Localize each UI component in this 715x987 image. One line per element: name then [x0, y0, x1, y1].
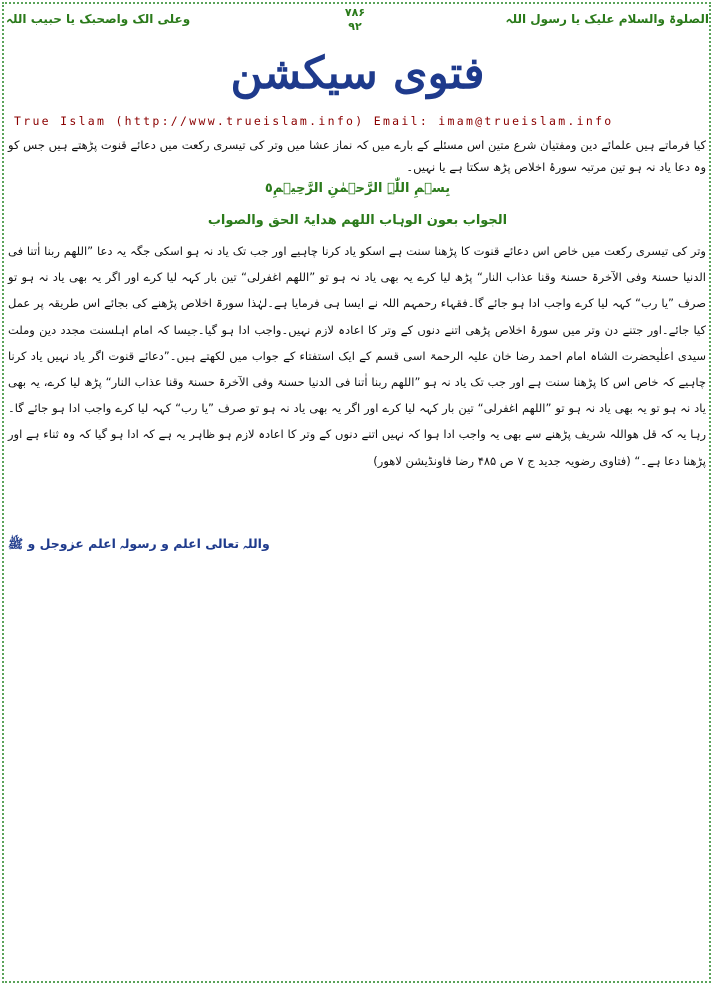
answer-text: وتر کی تیسری رکعت میں خاص اس دعائے قنوت کا پڑھنا سنت ہے اسکو یاد کرنا چاہیے اور جب تک یاد نہ ہو اسکی جگہ یہ دعا ”اللھم ربنا اٰتنا فی الدنیا حسنۃ وفی الآخرۃ حسنۃ وقنا عذاب النار“ پڑھ لیا کرے یہ بھی یاد نہ ہو تو ”اللھم اغفرلی“ تین بار کہہ لیا کرے اور اگر یہ بھی یاد نہ ہو تو صرف ”یا رب“ کہہ لیا کرے واجب ادا ہو جائے گا۔فقہاء رحمہم اللہ نے ایسا ہی فرمایا ہے۔لہٰذا سورۃ اخلاص پڑھنے کی بجائے اس طریقہ پر عمل کیا جائے۔اور جتنے دن وتر میں سورۂ اخلاص پڑھی اتنے دنوں کے وتر کا اعادہ لازم نہیں۔واجب ادا ہو گیا۔جیسا کہ امام اہلسنت مجدد دین وملت سیدی اعلٰیحضرت الشاہ امام احمد رضا خان علیہ الرحمۃ اسی قسم کے ایک استفتاء کے جواب میں لکھتے ہیں۔”دعائے قنوت اگر یاد نہیں یاد کرنا چاہیے کہ خاص اس کا پڑھنا سنت ہے اور جب تک یاد نہ ہو ”اللھم ربنا اٰتنا فی الدنیا حسنۃ وفی الآخرۃ حسنۃ وقنا عذاب النار“ پڑھ لیا کرے، یہ بھی یاد نہ ہو تو یہ بھی یاد نہ ہو تو ”اللھم اغفرلی“ تین بار کہہ لیا کرے اور اگر یہ بھی یاد نہ ہو تو صرف ”یا رب“ کہہ لیا کرے واجب ادا ہو جائے گا۔رہا یہ کہ قل ھواللہ شریف پڑھنے سے بھی یہ واجب ادا ہوا کہ نہیں اتنے دنوں کے وتر کا اعادہ لازم ہو ظاہر یہ ہے کہ ادا ہو گیا کہ وہ ثناء ہے اور پڑھنا دعا ہے۔“ (فتاوی رضویہ جدید ج ۷ ص ۴۸۵ رضا فاونڈیشن لاھور)	[8, 244, 706, 468]
reference-number	[330, 6, 380, 34]
closing-phrase: واللہ تعالی اعلم و رسولہ اعلم عزوجل و ﷺ	[8, 536, 270, 551]
answer-heading: الجواب بعون الوہاب اللھم ھدایۃ الحق والصواب	[207, 213, 508, 228]
question-text: کیا فرماتے ہیں علمائے دین ومفتیان شرع متین اس مسئلے کے بارے میں کہ نماز عشا میں وتر کی تیسری رکعت میں دعائے قنوت پڑھتے ہیں جس کو وہ دعا یاد نہ ہو تین مرتبہ سورۂ اخلاص پڑھ سکتا ہے یا نہیں۔	[8, 138, 706, 174]
salutation-left: وعلی الک واصحبک یا حبیب اللہ	[6, 12, 191, 26]
contact-line: True Islam (http://www.trueislam.info) Email: imam@trueislam.info	[14, 114, 614, 128]
reference-line-2: ۹۲	[348, 20, 362, 33]
bismillah: بِسۡمِ اللّٰہِ الرَّحۡمٰنِ الرَّحِیۡمِ٥	[264, 181, 451, 196]
reference-line-1: ۷۸۶	[344, 6, 366, 19]
salutation-right: الصلوۃ والسلام علیک یا رسول اللہ	[505, 12, 709, 26]
page-title: فتوی سیکشن	[230, 48, 485, 99]
